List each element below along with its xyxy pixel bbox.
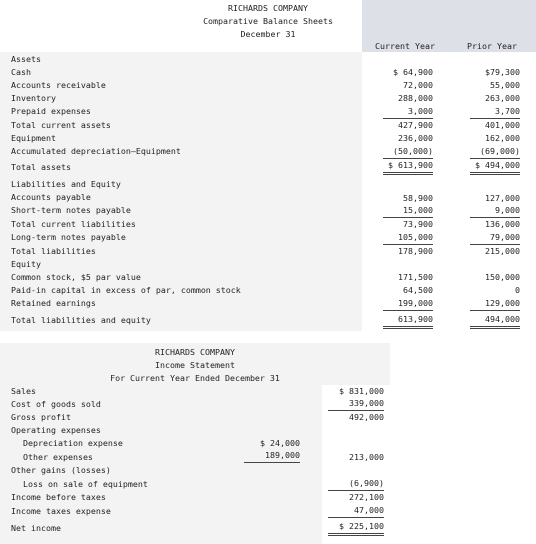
is-row-label: Income before taxes (11, 492, 106, 502)
is-row-right: 272,100 (349, 492, 384, 502)
is-row-right: 492,000 (349, 412, 384, 422)
bs-row-current: 72,000 (403, 80, 433, 90)
is-row-label: Other gains (losses) (11, 465, 111, 475)
is-row-label: Gross profit (11, 412, 71, 422)
bs-row-label: Accounts receivable (11, 80, 106, 90)
bs-row-label: Long-term notes payable (11, 232, 126, 242)
bs-row-current: 64,500 (403, 285, 433, 295)
bs-row-current: 613,900 (383, 313, 433, 329)
bs-title: Comparative Balance Sheets (203, 16, 333, 26)
is-row-mid: 189,000 (244, 449, 300, 463)
is-company-name: RICHARDS COMPANY (155, 347, 235, 357)
bs-row-prior: 401,000 (485, 120, 520, 130)
bs-col-prior: Prior Year (467, 41, 517, 51)
is-row-label: Income taxes expense (11, 506, 111, 516)
is-row-label: Cost of goods sold (11, 399, 101, 409)
is-title: Income Statement (155, 360, 235, 370)
is-row-label: Net income (11, 523, 61, 533)
bs-row-prior: $79,300 (485, 67, 520, 77)
bs-row-label: Accounts payable (11, 192, 91, 202)
bs-row-current: 427,900 (398, 120, 433, 130)
bs-row-prior: 55,000 (490, 80, 520, 90)
bs-section-equity: Equity (11, 259, 41, 269)
bs-row-prior: 162,000 (485, 133, 520, 143)
bs-row-prior: 0 (515, 285, 520, 295)
bs-row-label: Total current assets (11, 120, 111, 130)
bs-row-label: Total assets (11, 162, 71, 172)
bs-row-label: Equipment (11, 133, 56, 143)
bs-row-prior: 129,000 (470, 297, 520, 311)
bs-row-label: Total current liabilities (11, 219, 136, 229)
bs-row-label: Common stock, $5 par value (11, 272, 141, 282)
bs-row-current: $ 613,900 (383, 159, 433, 175)
bs-row-prior: 494,000 (470, 313, 520, 329)
is-row-right: $ 225,100 (328, 520, 384, 536)
is-row-label: Sales (11, 386, 36, 396)
is-row-label: Depreciation expense (23, 438, 123, 448)
bs-row-prior: 9,000 (470, 204, 520, 218)
bs-row-label: Inventory (11, 93, 56, 103)
bs-row-current: 199,000 (383, 297, 433, 311)
bs-row-current: 105,000 (383, 231, 433, 245)
bs-row-label: Short-term notes payable (11, 205, 131, 215)
bs-row-prior: (69,000) (470, 145, 520, 159)
bs-row-current: (50,000) (383, 145, 433, 159)
bs-section-liabilities: Liabilities and Equity (11, 179, 121, 189)
bs-section-assets: Assets (11, 54, 41, 64)
bs-row-prior: 79,000 (470, 231, 520, 245)
bs-row-current: 288,000 (398, 93, 433, 103)
is-row-mid: $ 24,000 (260, 438, 300, 448)
bs-row-current: 58,900 (403, 193, 433, 203)
bs-row-label: Total liabilities (11, 246, 96, 256)
bs-row-current: 73,900 (403, 219, 433, 229)
bs-row-current: $ 64,900 (393, 67, 433, 77)
is-period: For Current Year Ended December 31 (110, 373, 280, 383)
bs-row-label: Accumulated depreciation—Equipment (11, 146, 181, 156)
bs-row-prior: 215,000 (485, 246, 520, 256)
bs-row-label: Prepaid expenses (11, 106, 91, 116)
is-row-label: Other expenses (23, 452, 93, 462)
bs-row-current: 3,000 (383, 105, 433, 119)
bs-row-label: Cash (11, 67, 31, 77)
bs-row-label: Paid-in capital in excess of par, common stock (11, 285, 241, 295)
is-row-right: $ 831,000 (339, 386, 384, 396)
bs-row-prior: $ 494,000 (470, 159, 520, 175)
bs-row-prior: 3,700 (470, 105, 520, 119)
bs-row-prior: 263,000 (485, 93, 520, 103)
is-row-label: Loss on sale of equipment (23, 479, 148, 489)
bs-row-current: 15,000 (383, 204, 433, 218)
is-row-right: 339,000 (328, 397, 384, 411)
bs-row-current: 236,000 (398, 133, 433, 143)
bs-row-prior: 150,000 (485, 272, 520, 282)
is-row-right: 213,000 (349, 452, 384, 462)
bs-col-current: Current Year (375, 41, 435, 51)
is-row-right: 47,000 (328, 504, 384, 518)
bs-row-label: Total liabilities and equity (11, 315, 151, 325)
is-row-right: (6,900) (328, 477, 384, 491)
bs-row-current: 178,900 (398, 246, 433, 256)
bs-row-prior: 127,000 (485, 193, 520, 203)
bs-row-prior: 136,000 (485, 219, 520, 229)
bs-row-label: Retained earnings (11, 298, 96, 308)
bs-row-current: 171,500 (398, 272, 433, 282)
bs-date: December 31 (240, 29, 296, 39)
bs-company-name: RICHARDS COMPANY (228, 3, 308, 13)
is-row-label: Operating expenses (11, 425, 101, 435)
